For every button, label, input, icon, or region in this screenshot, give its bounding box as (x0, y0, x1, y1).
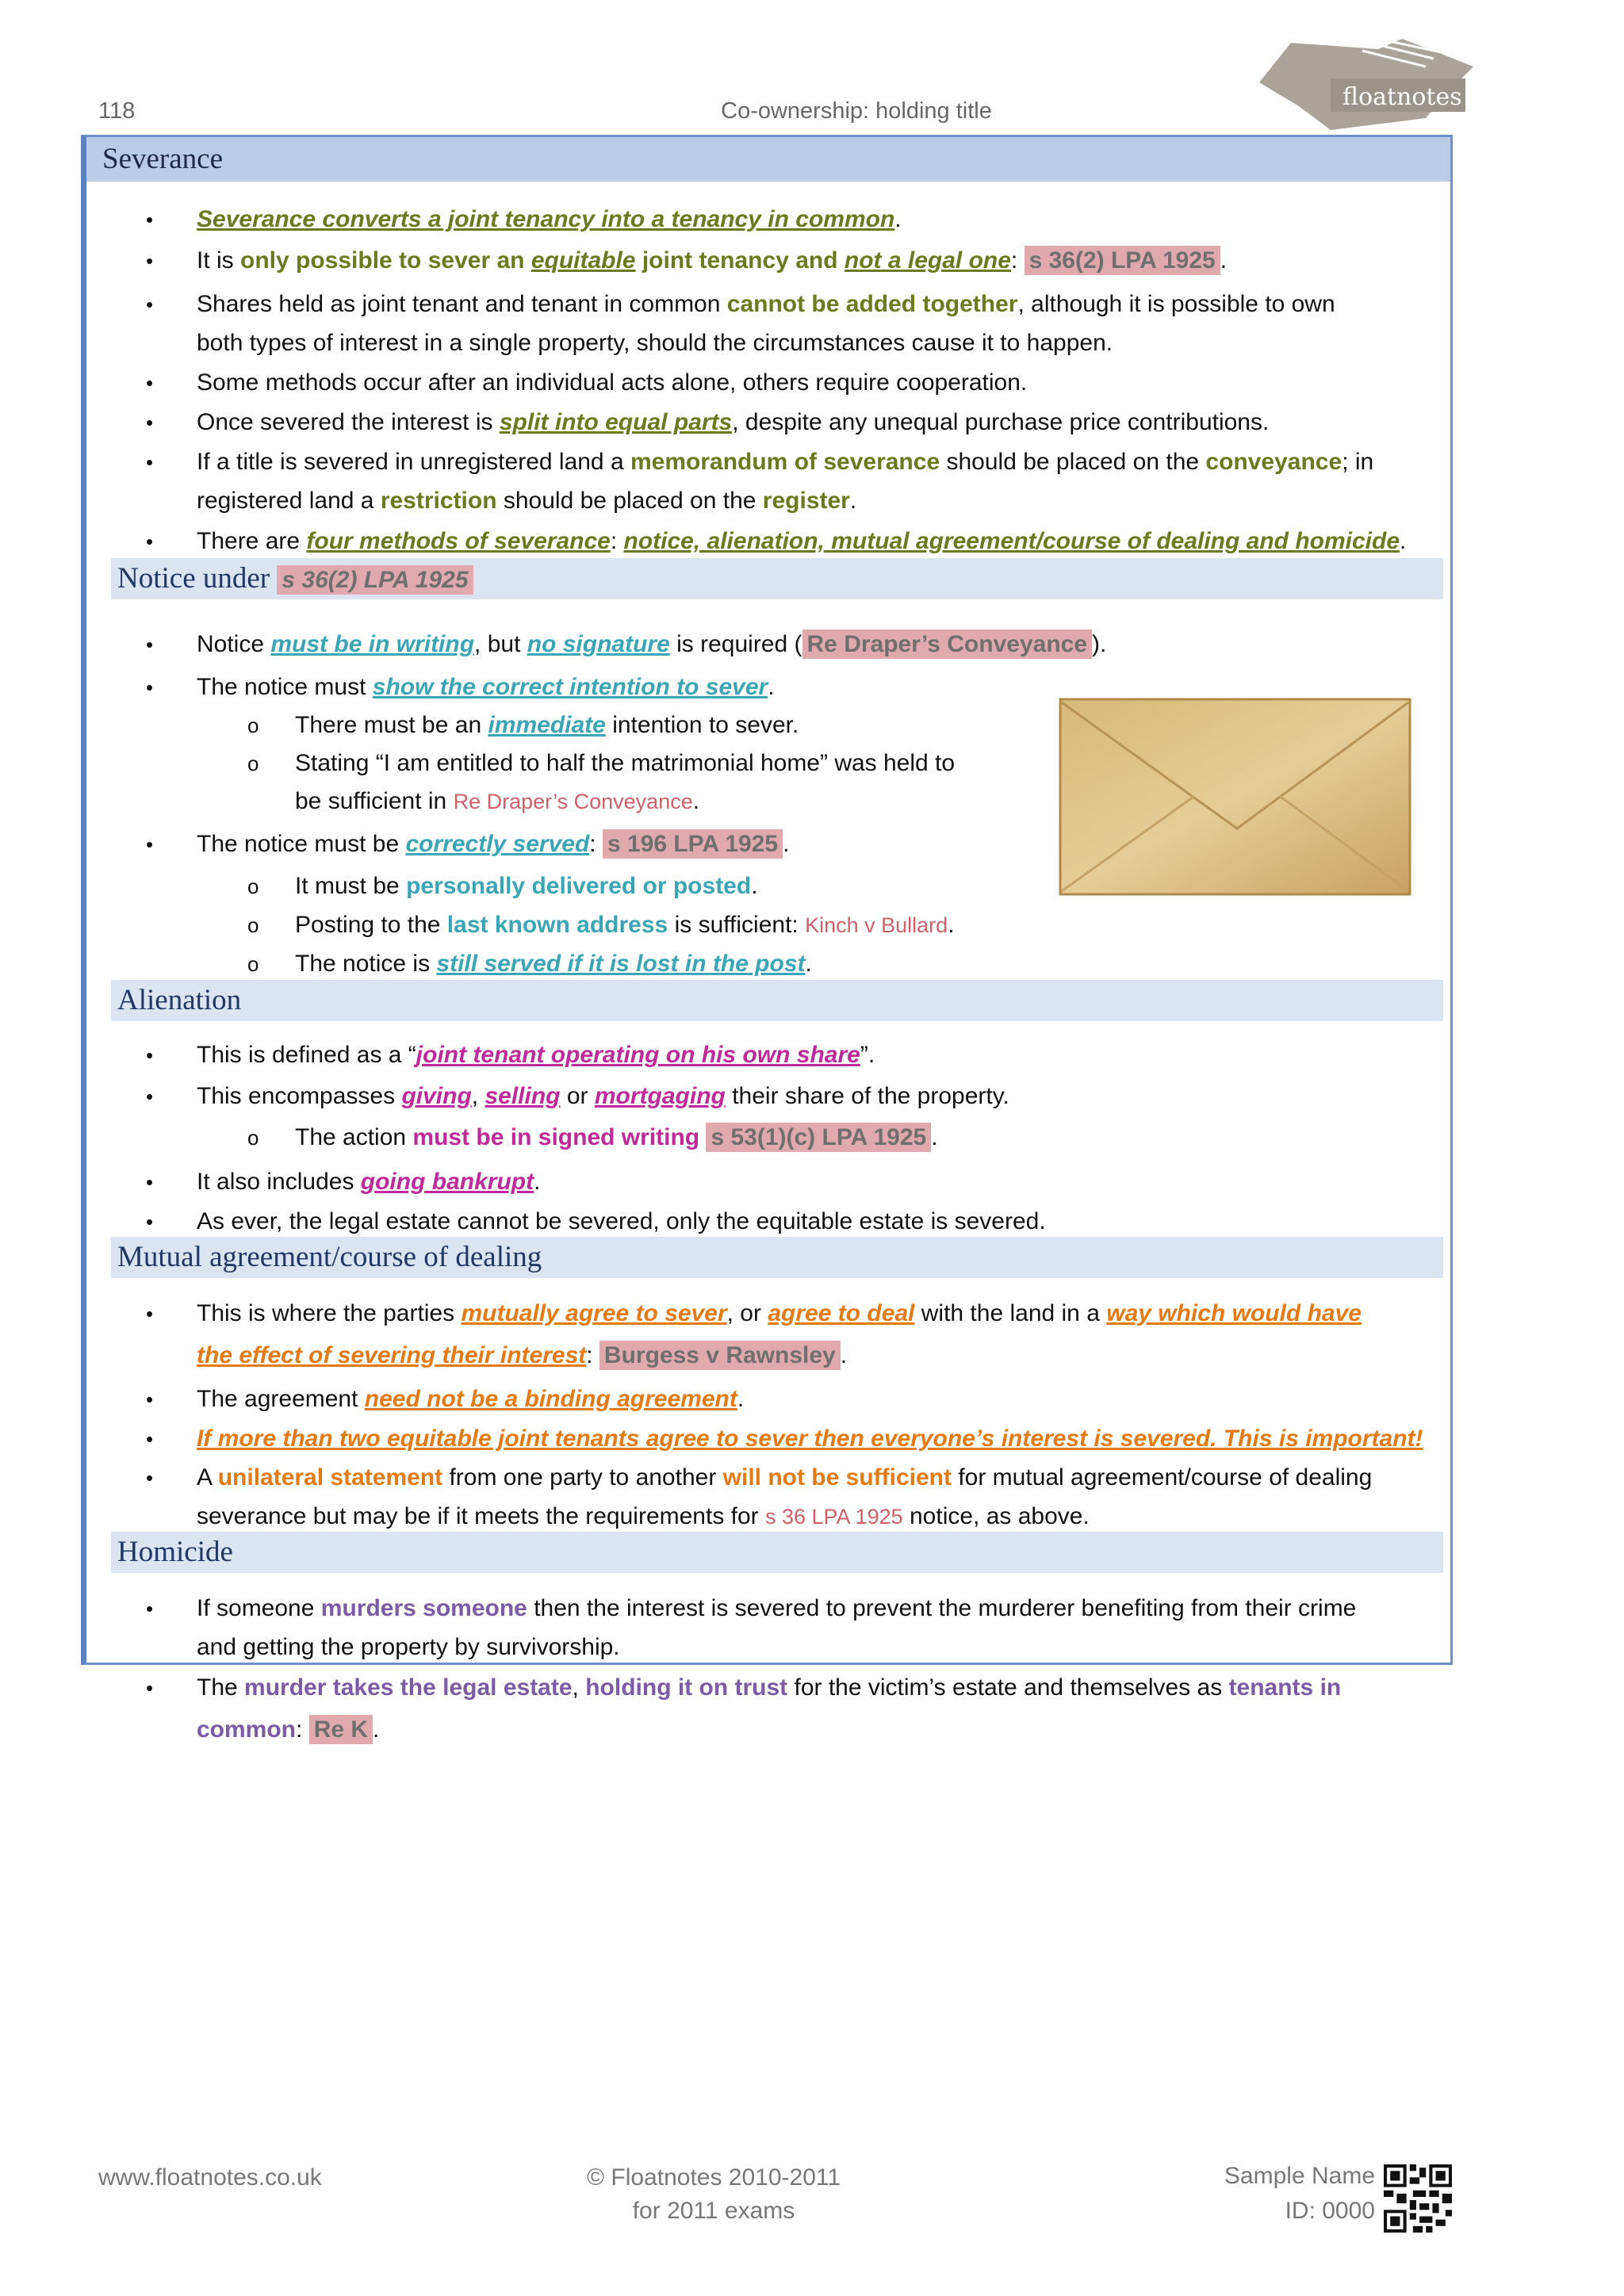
notice-line (295, 788, 699, 815)
page-number: 118 (98, 98, 136, 124)
text-run: There are (197, 528, 307, 554)
text-run: . (1220, 247, 1228, 274)
sub-bullet-icon: o (247, 913, 259, 937)
bullet-icon: • (146, 832, 154, 856)
text-run: , but (474, 631, 527, 657)
text-run: joint tenant operating on his own share (416, 1042, 860, 1068)
text-run: not a legal one (844, 247, 1011, 274)
text-run: for the victim’s estate and themselves as (787, 1674, 1229, 1701)
text-run: memorandum of severance (630, 449, 940, 475)
footer-exams: for 2011 exams (632, 2198, 795, 2224)
text-run: correctly served (405, 831, 590, 857)
text-run: common (197, 1716, 297, 1743)
homicide-line (197, 1595, 1356, 1622)
text-run: : (586, 1342, 599, 1368)
text-run: There must be an (295, 712, 488, 738)
text-run: The notice is (295, 951, 437, 977)
text-run: tenants in (1228, 1674, 1342, 1701)
notice-line (197, 674, 775, 701)
severance-line (197, 409, 1269, 436)
sub-bullet-icon: o (247, 952, 259, 976)
homicide-line (197, 1674, 1341, 1701)
text-run: selling (485, 1083, 561, 1109)
bullet-icon: • (146, 1085, 154, 1108)
sub-bullet-icon: o (247, 874, 259, 898)
case-citation: Re Draper’s Conveyance (802, 629, 1093, 659)
text-run: will not be sufficient (722, 1464, 952, 1490)
text-run: and getting the property by survivorship. (197, 1634, 620, 1660)
logo-text: floatnotes (1342, 83, 1462, 111)
text-run: . (948, 912, 955, 938)
text-run: last known address (446, 912, 668, 938)
text-run: notice, alienation, mutual agreement/course of dealing and homicide (623, 528, 1400, 554)
text-run: murders someone (320, 1595, 527, 1621)
text-run: This is where the parties (197, 1300, 462, 1326)
text-run: , (572, 1674, 586, 1701)
text-run: As ever, the legal estate cannot be severed, only the equitable estate is severed. (197, 1208, 1046, 1234)
bullet-icon: • (146, 633, 154, 656)
sub-bullet-icon: o (247, 714, 259, 737)
homicide-line (197, 1716, 379, 1743)
text-run: for mutual agreement/course of dealing (952, 1464, 1373, 1490)
text-run: register (762, 488, 850, 514)
text-run: ). (1092, 631, 1107, 657)
footer-name: Sample Name (1224, 2163, 1375, 2189)
bullet-icon: • (146, 1387, 154, 1411)
text-run: is required ( (669, 631, 802, 657)
text-run: way which would have (1106, 1300, 1362, 1326)
text-run: It is (197, 247, 241, 274)
text-run: must be in writing (270, 631, 475, 657)
text-run: cannot be added together (726, 291, 1018, 317)
text-run: conveyance (1205, 449, 1342, 475)
section-notice-title (111, 558, 1443, 599)
text-run: notice, as above. (902, 1503, 1090, 1529)
text-run: The notice must be (197, 831, 406, 857)
notice-title-cite: s 36(2) LPA 1925 (277, 565, 473, 595)
alienation-line (295, 1124, 938, 1151)
mutual-line (197, 1300, 1362, 1327)
text-run: with the land in a (914, 1300, 1107, 1326)
text-run: unilateral statement (217, 1464, 443, 1490)
text-run: must be in signed writing (412, 1124, 700, 1150)
bullet-icon: • (146, 371, 154, 395)
text-run: The agreement (197, 1386, 365, 1412)
text-run: Stating “I am entitled to half the matrimonial home” was held to (295, 750, 956, 776)
sub-bullet-icon: o (247, 752, 259, 775)
text-run: . (737, 1386, 745, 1412)
bullet-icon: • (146, 1676, 154, 1700)
notice-line (295, 712, 799, 739)
text-run: . (840, 1342, 848, 1368)
sub-bullet-icon: o (247, 1126, 259, 1150)
text-run: show the correct intention to sever (372, 674, 768, 700)
bullet-icon: • (146, 1302, 154, 1326)
text-run: , or (726, 1300, 768, 1326)
text-run: The notice must (197, 674, 373, 700)
text-run: Some methods occur after an individual acts alone, others require cooperation. (197, 369, 1028, 396)
footer-website: www.floatnotes.co.uk (98, 2164, 322, 2191)
bullet-icon: • (146, 1597, 154, 1621)
text-run: . (783, 831, 790, 857)
text-run: severance but may be if it meets the requirements for (197, 1503, 765, 1529)
text-run: . (849, 488, 857, 514)
text-run: : (589, 831, 603, 857)
box-title: Severance (86, 137, 1450, 182)
text-run: split into equal parts (499, 409, 733, 435)
footer-id: ID: 0000 (1285, 2198, 1375, 2224)
section-mutual-title: Mutual agreement/course of dealing (111, 1237, 1443, 1278)
page-title: Co-ownership: holding title (721, 98, 992, 124)
alienation-line (197, 1169, 540, 1196)
text-run: agree to deal (768, 1300, 915, 1326)
text-run: need not be a binding agreement (364, 1386, 737, 1412)
text-run: intention to sever. (605, 712, 799, 738)
text-run: then the interest is severed to prevent the murderer benefiting from their crime (527, 1595, 1357, 1621)
mutual-line (197, 1425, 1423, 1452)
bullet-icon: • (146, 208, 154, 232)
notice-line (197, 831, 789, 858)
text-run: . (894, 206, 902, 232)
text-run: is sufficient: (668, 912, 806, 938)
text-run: , although it is possible to own (1017, 291, 1335, 317)
text-run: : (1010, 247, 1025, 274)
text-run: should be placed on the (940, 449, 1206, 475)
bullet-icon: • (146, 450, 154, 474)
section-alienation-title: Alienation (111, 980, 1443, 1021)
case-citation: s 36(2) LPA 1925 (1025, 246, 1220, 275)
text-run: four methods of severance (306, 528, 611, 554)
severance-line (197, 330, 1113, 357)
text-run: registered land a (197, 488, 381, 514)
bullet-icon: • (146, 293, 154, 316)
severance-line (197, 488, 856, 515)
text-run: . (768, 674, 775, 700)
text-run: Shares held as joint tenant and tenant in common (197, 291, 727, 317)
text-run: The (197, 1674, 245, 1701)
text-run: Posting to the (295, 912, 447, 938)
bullet-icon: • (146, 1170, 154, 1194)
severance-line (197, 247, 1227, 274)
text-run: Notice (197, 631, 271, 657)
text-run: ”. (860, 1042, 875, 1068)
text-run: the effect of severing their interest (197, 1342, 587, 1368)
case-citation: s 53(1)(c) LPA 1925 (706, 1123, 931, 1152)
text-run: no signature (527, 631, 670, 657)
text-run: immediate (488, 712, 606, 738)
envelope-image (1059, 698, 1411, 896)
text-run: If a title is severed in unregistered land a (197, 449, 630, 475)
text-run: . (751, 873, 758, 899)
text-run: equitable (530, 247, 636, 274)
text-run: Severance converts a joint tenancy into a tenancy in common (197, 206, 895, 232)
bullet-icon: • (146, 411, 154, 434)
severance-line (197, 369, 1027, 396)
severance-line (197, 206, 902, 233)
text-run: . (373, 1716, 380, 1743)
text-run: joint tenancy and (635, 247, 845, 274)
text-run: giving (401, 1083, 472, 1109)
footer-copyright: © Floatnotes 2010-2011 (586, 2164, 841, 2191)
mutual-line (197, 1503, 1090, 1530)
bullet-icon: • (146, 1210, 154, 1234)
text-run: . (534, 1169, 541, 1195)
alienation-line (197, 1042, 875, 1069)
text-run: be sufficient in (295, 788, 454, 814)
notice-line (295, 873, 758, 900)
case-citation: Burgess v Rawnsley (599, 1341, 841, 1370)
text-run: their share of the property. (725, 1083, 1009, 1109)
severance-line (197, 291, 1335, 318)
mutual-line (197, 1342, 847, 1369)
text-run: ; in (1342, 449, 1374, 475)
bullet-icon: • (146, 1427, 154, 1451)
bullet-icon: • (146, 675, 154, 699)
bullet-icon: • (146, 249, 154, 273)
text-run: only possible to sever an (240, 247, 531, 274)
text-run: Once severed the interest is (197, 409, 500, 435)
notice-line (295, 750, 955, 777)
text-run: , despite any unequal purchase price contributions. (732, 409, 1270, 435)
case-citation: Re K (309, 1715, 373, 1744)
text-run: : (610, 528, 624, 554)
notice-line (295, 951, 812, 978)
severance-line (197, 528, 1406, 555)
text-run: should be placed on the (496, 488, 763, 514)
text-run: mutually agree to sever (461, 1300, 727, 1326)
text-run: , (471, 1083, 485, 1109)
alienation-line (197, 1083, 1009, 1110)
text-run: : (296, 1716, 309, 1743)
text-run: or (560, 1083, 595, 1109)
mutual-line (197, 1464, 1372, 1491)
notice-line (295, 912, 955, 939)
text-run: murder takes the legal estate (244, 1674, 573, 1701)
text-run: A (197, 1464, 218, 1490)
text-run: still served if it is lost in the post (436, 951, 806, 977)
text-run: personally delivered or posted (406, 873, 752, 899)
qr-code-icon (1384, 2164, 1452, 2233)
text-run: from one party to another (442, 1464, 723, 1490)
text-run: s 36 LPA 1925 (765, 1505, 903, 1529)
text-run: Kinch v Bullard (805, 913, 948, 937)
homicide-line (197, 1634, 620, 1661)
text-run: . (692, 788, 700, 814)
text-run: It also includes (197, 1169, 361, 1195)
text-run: holding it on trust (585, 1674, 788, 1701)
text-run: . (931, 1124, 938, 1150)
text-run: If someone (197, 1595, 321, 1621)
text-run: both types of interest in a single property, should the circumstances cause it to happen. (197, 330, 1113, 356)
notice-title-text: Notice under (117, 562, 278, 595)
text-run: The action (295, 1124, 413, 1150)
text-run: This encompasses (197, 1083, 402, 1109)
text-run: . (805, 951, 812, 977)
alienation-line (197, 1208, 1046, 1235)
section-homicide-title: Homicide (111, 1532, 1443, 1573)
severance-line (197, 449, 1373, 476)
bullet-icon: • (146, 530, 154, 553)
text-run: going bankrupt (360, 1169, 534, 1195)
text-run: It must be (295, 873, 407, 899)
text-run: . (1400, 528, 1407, 554)
text-run: If more than two equitable joint tenants agree to sever then everyone’s interest is severed. This is important! (197, 1425, 1423, 1452)
notice-line (197, 631, 1106, 658)
text-run: mortgaging (594, 1083, 726, 1109)
text-run: This is defined as a “ (197, 1042, 416, 1068)
floatnotes-logo (1243, 35, 1481, 138)
bullet-icon: • (146, 1466, 154, 1490)
case-citation: s 196 LPA 1925 (603, 829, 783, 859)
text-run: restriction (380, 488, 497, 514)
mutual-line (197, 1386, 744, 1413)
text-run: Re Draper’s Conveyance (453, 790, 693, 813)
bullet-icon: • (146, 1043, 154, 1067)
